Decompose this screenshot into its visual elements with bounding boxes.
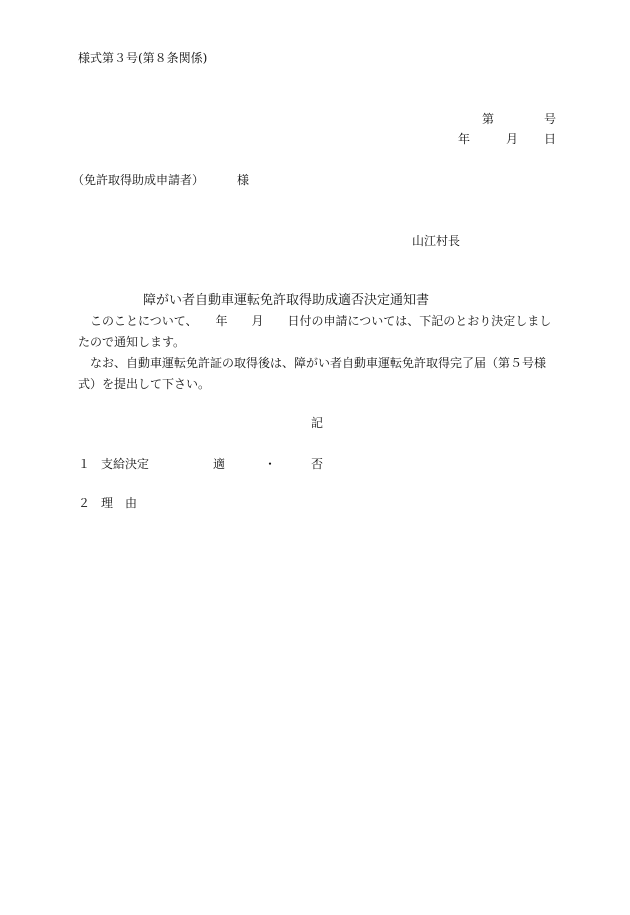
- issuer-name: 山江村長: [412, 234, 461, 248]
- document-title: 障がい者自動車運転免許取得助成適否決定通知書: [143, 293, 430, 308]
- date-day: 日: [544, 132, 557, 146]
- item2-number: ２: [78, 496, 91, 510]
- item1-label: 支給決定: [101, 457, 150, 471]
- addressee-honorific: 様: [237, 173, 250, 187]
- item1-option-yes: 適: [213, 457, 226, 471]
- item2-label: 理 由: [101, 496, 138, 510]
- item1-separator: ・: [264, 457, 277, 471]
- body-paragraph-2: なお、自動車運転免許証の取得後は、障がい者自動車運転免許取得完了届（第５号様式）を提出して下さい。: [78, 356, 547, 391]
- item1-number: １: [78, 457, 91, 471]
- form-label: 様式第３号(第８条関係): [78, 51, 208, 65]
- number-suffix: 号: [544, 112, 557, 126]
- number-prefix: 第: [482, 112, 495, 126]
- date-year: 年: [458, 132, 471, 146]
- ki-heading: 記: [311, 416, 324, 430]
- body-paragraph-1: このことについて、 年 月 日付の申請については、下記のとおり決定しましたので通知します。: [78, 314, 552, 349]
- date-month: 月: [506, 132, 519, 146]
- item1-option-no: 否: [311, 457, 324, 471]
- addressee-label: （免許取得助成申請者）: [72, 173, 205, 187]
